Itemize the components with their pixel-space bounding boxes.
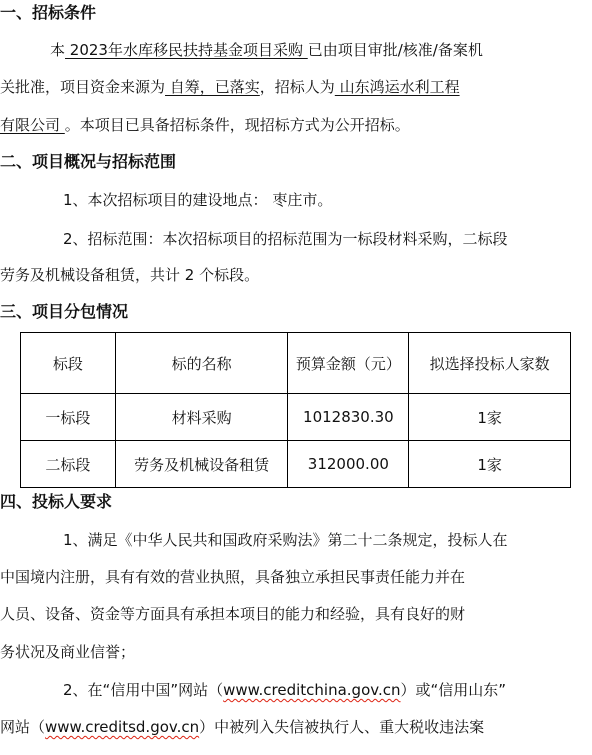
creditsd-url: www.creditsd.gov.cn [45, 718, 200, 736]
s2-paragraph-2-line-2: 劳务及机械设备租赁，共计 2 个标段。 [0, 266, 260, 284]
table-cell: 1家 [409, 394, 571, 441]
tenderer-name: 山东鸿运水利工程 [334, 78, 460, 96]
text-span: 网站（ [0, 718, 46, 736]
s1-line-1 [50, 40, 483, 60]
section-1-heading: 一、招标条件 [0, 3, 97, 22]
s2-paragraph-1: 1、本次招标项目的建设地点： 枣庄市。 [63, 191, 333, 209]
column-header: 标段 [21, 333, 116, 394]
table-header-row [21, 333, 571, 394]
column-header: 拟选择投标人家数 [409, 333, 571, 394]
s4-paragraph-2-line-2 [0, 717, 484, 737]
project-name: 2023年水库移民扶持基金项目采购 [65, 41, 308, 59]
text-span: ，招标人为 [259, 78, 335, 96]
s4-paragraph-1-line-4: 务状况及商业信誉； [0, 643, 136, 661]
text-span: ）中被列入失信被执行人、重大税收违法案 [199, 718, 485, 736]
s4-paragraph-1-line-3: 人员、设备、资金等方面具有承担本项目的能力和经验，具有良好的财 [0, 605, 466, 623]
table-cell: 1家 [409, 441, 571, 488]
s4-paragraph-1-line-1: 1、满足《中华人民共和国政府采购法》第二十二条规定，投标人在 [63, 531, 508, 549]
table-cell: 材料采购 [115, 394, 288, 441]
creditchina-url: www.creditchina.gov.cn [223, 681, 401, 699]
s4-paragraph-2-line-1 [63, 680, 506, 700]
text-span: 2、在“信用中国”网站（ [63, 681, 224, 699]
table-cell: 312000.00 [288, 441, 409, 488]
s1-line-2 [0, 77, 460, 97]
s2-paragraph-2-line-1: 2、招标范围：本次招标项目的招标范围为一标段材料采购，二标段 [63, 230, 508, 248]
text-span: 本 [50, 41, 66, 59]
text-span: 已由项目审批/核准/备案机 [307, 41, 483, 59]
column-header: 预算金额（元） [288, 333, 409, 394]
text-span: 。本项目已具备招标条件，现招标方式为公开招标。 [64, 116, 410, 134]
section-4-heading: 四、投标人要求 [0, 492, 113, 511]
section-2-heading: 二、项目概况与招标范围 [0, 152, 177, 171]
table-row [21, 441, 571, 488]
tenderer-name-cont: 有限公司 [0, 116, 65, 134]
table-cell: 一标段 [21, 394, 116, 441]
fund-source: 自筹，已落实 [165, 78, 260, 96]
table-row [21, 394, 571, 441]
text-span: ）或“信用山东” [400, 681, 507, 699]
s4-paragraph-1-line-2: 中国境内注册，具有有效的营业执照，具备独立承担民事责任能力并在 [0, 568, 466, 586]
table-cell: 二标段 [21, 441, 116, 488]
column-header: 标的名称 [115, 333, 288, 394]
table-cell: 1012830.30 [288, 394, 409, 441]
text-span: 关批准，项目资金来源为 [0, 78, 166, 96]
package-table [20, 332, 571, 488]
table-cell: 劳务及机械设备租赁 [115, 441, 288, 488]
section-3-heading: 三、项目分包情况 [0, 302, 129, 321]
s1-line-3 [0, 115, 410, 135]
